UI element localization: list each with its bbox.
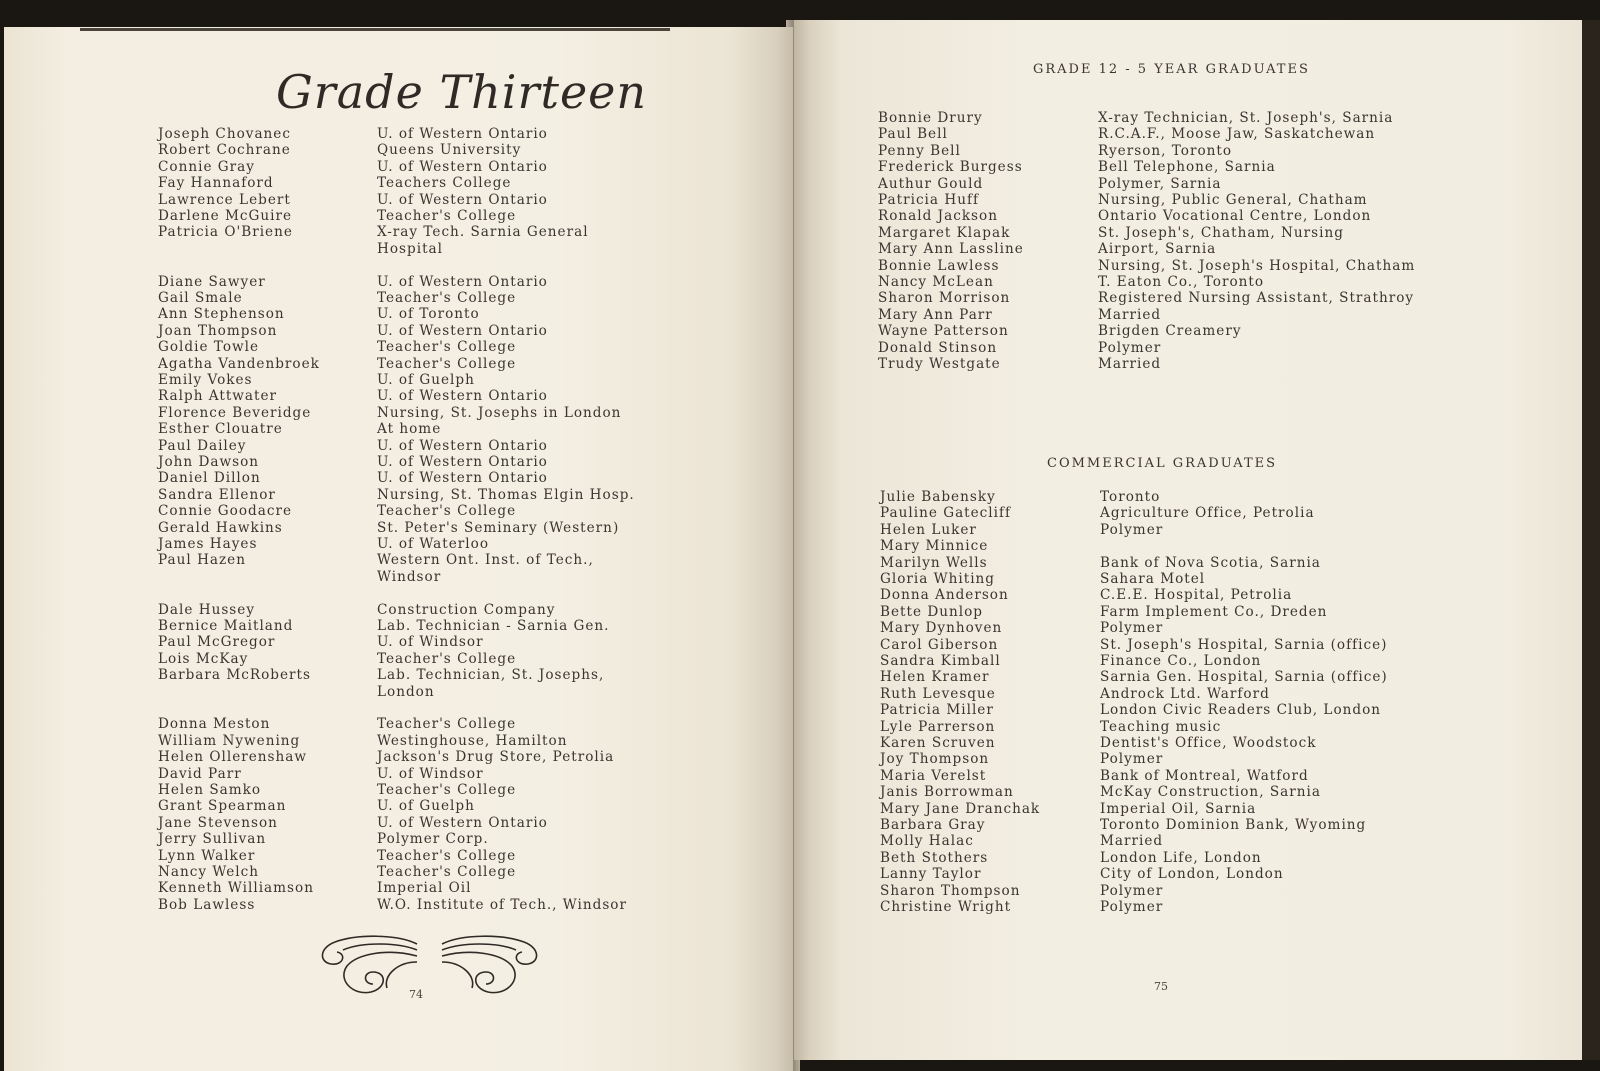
entry-destination: Polymer <box>1098 339 1162 356</box>
entry-destination: Teacher's College <box>377 290 517 306</box>
entry-destination: Nursing, St. Josephs in London <box>377 404 622 421</box>
entry-destination: Teacher's College <box>377 847 517 864</box>
entry-name: Helen Kramer <box>880 669 990 686</box>
entry-name: Ronald Jackson <box>878 208 998 225</box>
entry-name: Daniel Dillon <box>158 470 261 487</box>
entry-name: Margaret Klapak <box>878 224 1011 241</box>
entry-name: Lanny Taylor <box>880 866 982 883</box>
entry-name: Bonnie Drury <box>878 110 983 126</box>
entry-name: James Hayes <box>158 536 258 552</box>
entry-name: David Parr <box>158 765 242 782</box>
entry-destination: Imperial Oil, Sarnia <box>1100 800 1257 817</box>
entry-destination: Lab. Technician - Sarnia Gen. <box>377 618 610 634</box>
entry-destination: Farm Implement Co., Dreden <box>1100 603 1328 620</box>
entry-name: Grant Spearman <box>158 798 287 815</box>
entry-name: Penny Bell <box>878 142 961 159</box>
entry-name: Donna Meston <box>158 716 271 733</box>
entry-destination: Polymer <box>1100 899 1164 915</box>
entry-destination: McKay Construction, Sarnia <box>1100 784 1321 801</box>
entry-destination: Jackson's Drug Store, Petrolia <box>377 749 615 766</box>
entry-name: Helen Ollerenshaw <box>158 749 308 766</box>
entry-name: Gail Smale <box>158 290 243 306</box>
entry-destination: U. of Western Ontario <box>377 470 548 487</box>
entry-name: Robert Cochrane <box>158 142 291 159</box>
entry-name: Connie Gray <box>158 158 255 175</box>
entry-destination: U. of Western Ontario <box>377 322 548 339</box>
entry-destination: Nursing, St. Joseph's Hospital, Chatham <box>1098 257 1416 274</box>
entry-name: John Dawson <box>158 454 260 470</box>
entry-name: Ralph Attwater <box>158 388 278 405</box>
entry-name: Mary Minnice <box>880 538 989 555</box>
entry-name: Mary Ann Parr <box>878 306 993 323</box>
right-page <box>794 20 1582 1060</box>
entry-name: Mary Jane Dranchak <box>880 800 1041 817</box>
left-page <box>4 27 793 1071</box>
entry-destination: Ryerson, Toronto <box>1098 142 1233 159</box>
entry-destination: Androck Ltd. Warford <box>1100 685 1270 702</box>
entry-name: Sharon Thompson <box>880 882 1021 899</box>
entry-destination: London <box>377 683 435 700</box>
scroll-ornament-icon <box>317 932 542 1007</box>
entry-destination: Toronto <box>1100 489 1161 505</box>
entry-name: Goldie Towle <box>158 339 260 356</box>
entry-name: Jane Stevenson <box>158 814 278 831</box>
entry-destination: Westinghouse, Hamilton <box>377 732 568 749</box>
entry-name: Wayne Patterson <box>878 323 1009 340</box>
entry-name: Paul Dailey <box>158 437 247 454</box>
entry-name: Janis Borrowman <box>880 784 1014 801</box>
entry-name: Ruth Levesque <box>880 685 996 702</box>
book-edge <box>1582 20 1600 1060</box>
entry-destination: Polymer <box>1100 751 1164 768</box>
entry-name: Sandra Ellenor <box>158 486 276 503</box>
entry-destination: Windsor <box>377 568 442 585</box>
entry-name: Donald Stinson <box>878 339 998 356</box>
entry-destination: London Life, London <box>1100 849 1262 866</box>
entry-destination: Polymer <box>1100 882 1164 899</box>
entry-name: Trudy Westgate <box>878 356 1001 372</box>
entry-name: Paul Hazen <box>158 552 246 569</box>
entry-name: Molly Halac <box>880 833 974 850</box>
entry-destination: Bank of Montreal, Watford <box>1100 767 1309 784</box>
entry-destination: U. of Guelph <box>377 798 475 815</box>
entry-destination: Teacher's College <box>377 339 517 356</box>
entry-destination: Sarnia Gen. Hospital, Sarnia (office) <box>1100 669 1388 686</box>
entry-destination: U. of Western Ontario <box>377 158 548 175</box>
entry-destination: X-ray Tech. Sarnia General <box>377 224 589 241</box>
entry-name: Christine Wright <box>880 899 1012 915</box>
entry-destination: Brigden Creamery <box>1098 323 1242 340</box>
entry-destination: Western Ont. Inst. of Tech., <box>377 552 594 569</box>
entry-name: Helen Luker <box>880 521 977 538</box>
entry-name: Bette Dunlop <box>880 603 983 620</box>
entry-destination: R.C.A.F., Moose Jaw, Saskatchewan <box>1098 126 1376 143</box>
entry-destination: Agriculture Office, Petrolia <box>1100 505 1315 522</box>
entry-destination: Teacher's College <box>377 355 517 372</box>
entry-destination: London Civic Readers Club, London <box>1100 702 1382 719</box>
entry-destination: St. Joseph's, Chatham, Nursing <box>1098 224 1344 241</box>
entry-destination: Bank of Nova Scotia, Sarnia <box>1100 554 1321 571</box>
entry-name: Lois McKay <box>158 650 249 667</box>
entry-destination: Polymer Corp. <box>377 831 489 848</box>
entry-destination: Dentist's Office, Woodstock <box>1100 735 1317 751</box>
entry-name: Helen Samko <box>158 782 262 798</box>
entry-name: Marilyn Wells <box>880 554 988 571</box>
entry-destination: Teaching music <box>1100 718 1222 735</box>
entry-destination: U. of Western Ontario <box>377 273 548 290</box>
entry-name: Esther Clouatre <box>158 421 283 438</box>
entry-destination: Teacher's College <box>377 864 517 880</box>
entry-destination: St. Joseph's Hospital, Sarnia (office) <box>1100 636 1388 653</box>
page-top-edge <box>80 28 670 31</box>
entry-destination: U. of Western Ontario <box>377 454 548 470</box>
entry-destination: U. of Western Ontario <box>377 814 548 831</box>
entry-name: Florence Beveridge <box>158 404 312 421</box>
entry-name: Jerry Sullivan <box>158 831 267 848</box>
entry-name: Maria Verelst <box>880 767 987 784</box>
entry-destination: Teachers College <box>377 175 512 192</box>
entry-destination: Hospital <box>377 240 443 257</box>
entry-name: Donna Anderson <box>880 587 1009 604</box>
entry-destination: Polymer, Sarnia <box>1098 175 1222 192</box>
entry-name: Kenneth Williamson <box>158 880 314 897</box>
entry-name: Bob Lawless <box>158 896 256 913</box>
entry-name: Authur Gould <box>878 175 984 192</box>
entry-destination: U. of Western Ontario <box>377 126 548 142</box>
entry-destination: C.E.E. Hospital, Petrolia <box>1100 587 1293 604</box>
entry-name: Diane Sawyer <box>158 273 266 290</box>
entry-name: Gerald Hawkins <box>158 519 283 536</box>
entry-name: Ann Stephenson <box>158 306 285 323</box>
entry-name: Pauline Gatecliff <box>880 505 1012 522</box>
entry-destination: U. of Waterloo <box>377 536 490 552</box>
entry-name: Agatha Vandenbroek <box>158 355 320 372</box>
entry-name: Paul McGregor <box>158 634 276 651</box>
entry-destination: Teacher's College <box>377 782 517 798</box>
entry-destination: Registered Nursing Assistant, Strathroy <box>1098 290 1415 307</box>
entry-destination: Ontario Vocational Centre, London <box>1098 208 1372 225</box>
entry-name: Emily Vokes <box>158 372 253 388</box>
entry-name: Joseph Chovanec <box>158 126 291 142</box>
entry-destination: Married <box>1098 356 1162 372</box>
entry-destination: Married <box>1100 833 1164 850</box>
entry-name: William Nywening <box>158 732 301 749</box>
entry-name: Mary Ann Lassline <box>878 241 1024 258</box>
entry-name: Darlene McGuire <box>158 208 293 224</box>
entry-name: Paul Bell <box>878 126 948 143</box>
entry-destination: Toronto Dominion Bank, Wyoming <box>1100 817 1367 833</box>
entry-destination: U. of Western Ontario <box>377 191 548 208</box>
entry-name: Bernice Maitland <box>158 618 294 634</box>
entry-name: Lynn Walker <box>158 847 256 864</box>
entry-destination: Bell Telephone, Sarnia <box>1098 159 1276 176</box>
entry-destination: Teacher's College <box>377 650 517 667</box>
entry-destination: U. of Windsor <box>377 765 484 782</box>
entry-destination: Teacher's College <box>377 503 517 520</box>
entry-destination: Teacher's College <box>377 716 517 733</box>
entry-name: Barbara McRoberts <box>158 667 311 684</box>
entry-destination: U. of Toronto <box>377 306 480 323</box>
entry-name: Carol Giberson <box>880 636 999 653</box>
entry-destination: Sahara Motel <box>1100 571 1206 587</box>
entry-destination: Nursing, Public General, Chatham <box>1098 192 1368 208</box>
entry-destination: Nursing, St. Thomas Elgin Hosp. <box>377 486 635 503</box>
entry-destination: U. of Guelph <box>377 372 475 388</box>
entry-name: Gloria Whiting <box>880 571 996 587</box>
page-number: 74 <box>409 988 423 1001</box>
entry-destination: Queens University <box>377 142 522 159</box>
entry-destination: Finance Co., London <box>1100 653 1262 669</box>
entry-name: Sandra Kimball <box>880 653 1001 669</box>
entry-name: Beth Stothers <box>880 849 989 866</box>
entry-name: Nancy Welch <box>158 864 259 880</box>
entry-name: Lyle Parrerson <box>880 718 996 735</box>
entry-destination: St. Peter's Seminary (Western) <box>377 519 620 536</box>
entry-destination: U. of Western Ontario <box>377 437 548 454</box>
page-title: Grade Thirteen <box>276 65 648 119</box>
entry-destination: Polymer <box>1100 521 1164 538</box>
section-header-grade12: GRADE 12 - 5 YEAR GRADUATES <box>1033 62 1310 77</box>
page-number: 75 <box>1154 980 1168 993</box>
entry-name: Connie Goodacre <box>158 503 292 520</box>
entry-destination: Construction Company <box>377 601 556 618</box>
entry-name: Patricia Huff <box>878 192 980 208</box>
entry-name: Patricia Miller <box>880 702 994 719</box>
entry-name: Joan Thompson <box>158 322 278 339</box>
entry-destination: Lab. Technician, St. Josephs, <box>377 667 605 684</box>
entry-destination: Polymer <box>1100 620 1164 637</box>
entry-name: Mary Dynhoven <box>880 620 1003 637</box>
entry-name: Frederick Burgess <box>878 159 1023 176</box>
entry-name: Bonnie Lawless <box>878 257 1000 274</box>
entry-name: Karen Scruven <box>880 735 996 751</box>
entry-destination: Airport, Sarnia <box>1098 241 1217 258</box>
entry-destination: X-ray Technician, St. Joseph's, Sarnia <box>1098 110 1394 126</box>
entry-destination: Married <box>1098 306 1162 323</box>
entry-name: Barbara Gray <box>880 817 986 833</box>
entry-name: Sharon Morrison <box>878 290 1011 307</box>
entry-destination: City of London, London <box>1100 866 1284 883</box>
entry-destination: Imperial Oil <box>377 880 472 897</box>
entry-destination: Teacher's College <box>377 208 517 224</box>
entry-name: Fay Hannaford <box>158 175 274 192</box>
section-header-commercial: COMMERCIAL GRADUATES <box>1047 456 1278 471</box>
entry-name: Joy Thompson <box>880 751 990 768</box>
entry-destination: At home <box>377 421 442 438</box>
entry-name: Lawrence Lebert <box>158 191 291 208</box>
entry-name: Patricia O'Briene <box>158 224 293 241</box>
entry-destination: W.O. Institute of Tech., Windsor <box>377 896 627 913</box>
entry-destination: U. of Windsor <box>377 634 484 651</box>
entry-destination: T. Eaton Co., Toronto <box>1098 274 1265 290</box>
entry-name: Julie Babensky <box>880 489 996 505</box>
entry-destination: U. of Western Ontario <box>377 388 548 405</box>
entry-name: Dale Hussey <box>158 601 256 618</box>
entry-name: Nancy McLean <box>878 274 994 290</box>
